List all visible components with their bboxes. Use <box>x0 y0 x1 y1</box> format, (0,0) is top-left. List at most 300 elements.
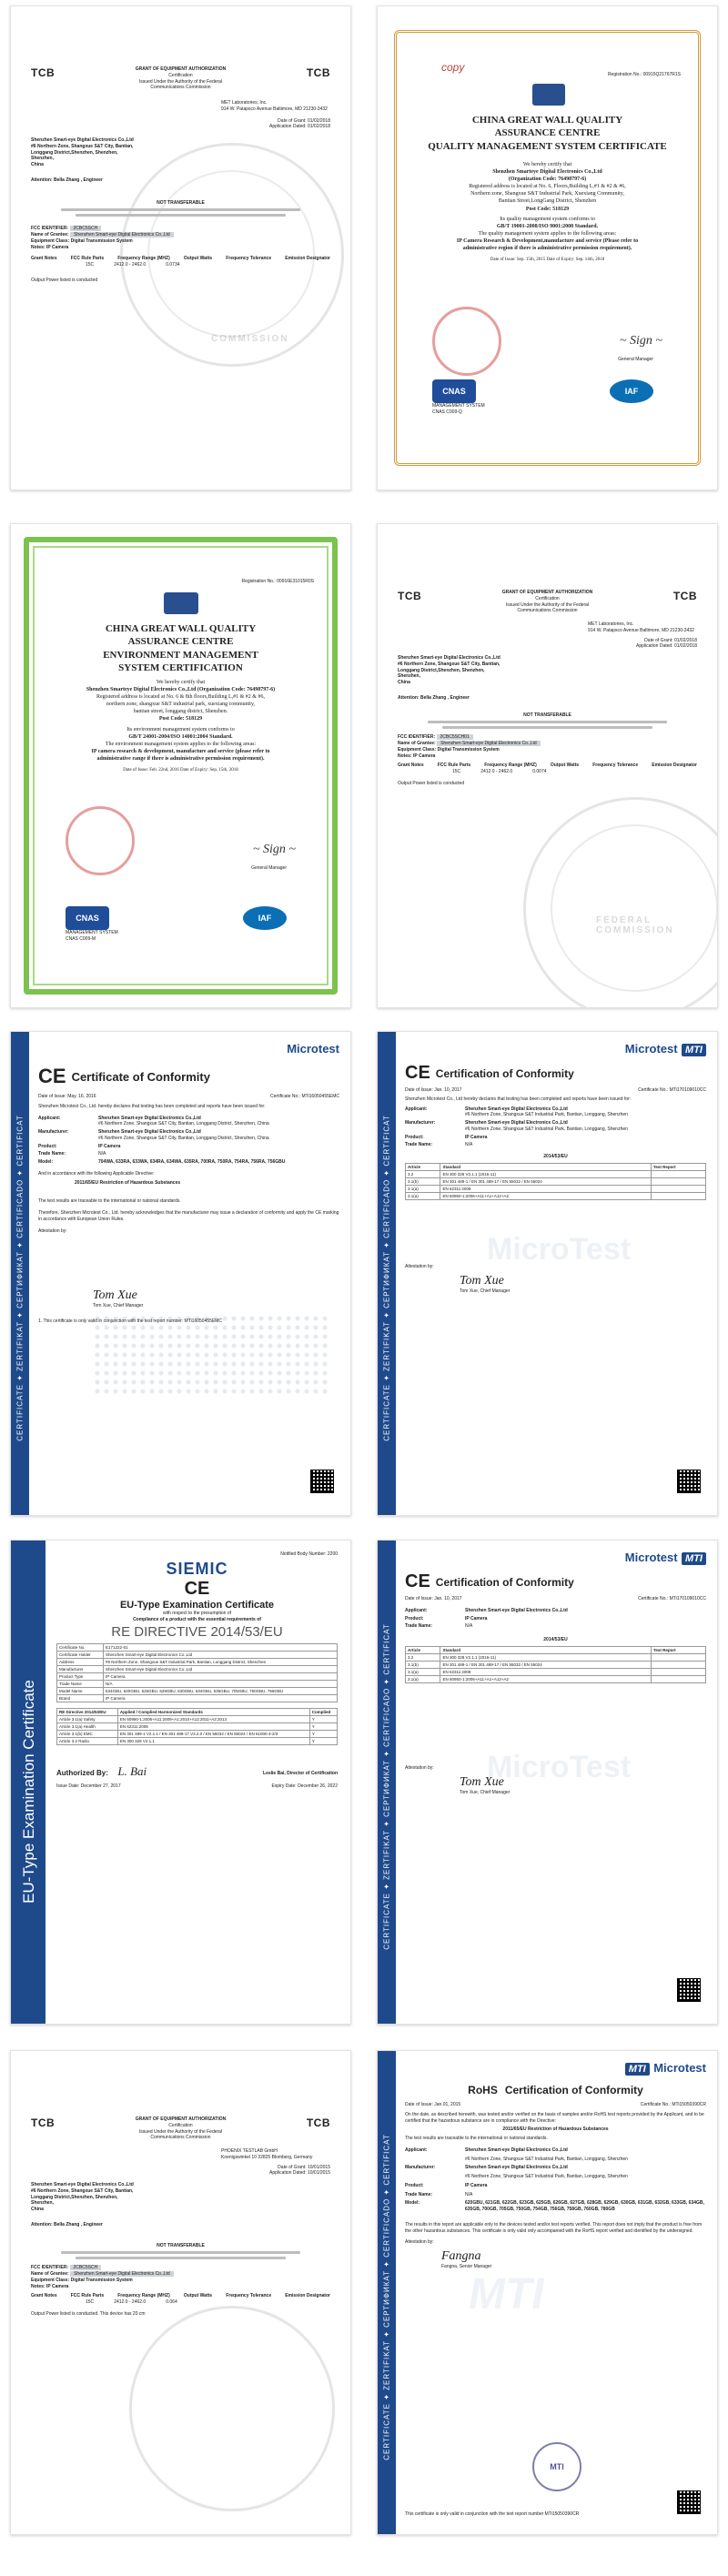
col-article: Article <box>406 1646 440 1653</box>
col-frequency-tolerance: Frequency Tolerance <box>226 2293 272 2299</box>
col-frequency-tolerance: Frequency Tolerance <box>592 763 639 769</box>
product-value: IP Camera <box>465 1615 488 1621</box>
standards-table <box>405 1646 706 1683</box>
side-band <box>378 1032 396 1515</box>
therefore-text: Therefore, Shenzhen Microtest Co., Ltd. hereby acknowledges that the manufacturer may issue a declaration of conformity and apply the CE marking in accordance with European Union Rules. <box>38 1210 339 1222</box>
manufacturer-label: Manufacturer: <box>405 2165 436 2171</box>
row-article: Article 3.1(a) Health <box>57 1723 118 1731</box>
rule-header-row <box>31 256 330 262</box>
grant-title-text: GRANT OF EQUIPMENT AUTHORIZATION <box>135 2116 227 2122</box>
date-value: Jan. 10, 2017 <box>434 1596 462 1601</box>
certificate-fcc-grant-1 <box>10 5 351 490</box>
notes-row <box>31 2284 330 2290</box>
row-standard: EN 301 489-1 V2.1.1 / EN 301 489-17 V3.2.0 / EN 55032 / EN 55024 / EN 61000-3-2/3 <box>117 1731 309 1738</box>
mti-logo: MTI <box>682 1044 706 1056</box>
seal-text: FEDERAL COMMISSION <box>596 915 674 935</box>
mti-logo: MTI <box>682 1552 706 1565</box>
attestation-label: Attestation by: <box>405 2239 434 2246</box>
col-article: Article <box>406 1163 440 1170</box>
microtest-logo: Microtest <box>624 1551 678 1564</box>
lab-name: MET Laboratories, Inc. <box>221 100 268 106</box>
standards-table <box>405 1163 706 1200</box>
cert-title: Certification of Conformity <box>435 1066 574 1080</box>
issue-info <box>405 1596 706 1602</box>
product-value: IP Camera <box>104 1673 338 1681</box>
address-line-2: Longgang District,Shenzhen, Shenzhen, <box>31 2194 118 2200</box>
signature: Tom Xue <box>460 1273 504 1288</box>
address-line-2: Longgang District,Shenzhen, Shenzhen, <box>31 149 118 156</box>
title-line-4: SYSTEM CERTIFICATION <box>118 662 243 673</box>
standards-table <box>56 1708 338 1745</box>
col-standards: Applied / Complied Harmonized Standards <box>117 1709 309 1716</box>
address-line-2: northern zone, shangxue S&T industrial park, xuexiang community, <box>106 702 256 708</box>
microtest-logo: Microtest <box>653 2061 706 2075</box>
expiry-date: Expiry Date: December 26, 2022 <box>271 1783 338 1790</box>
rule-data-row <box>86 2299 330 2306</box>
row-article: Article 3.2 Radio <box>57 1738 118 1745</box>
declaration: Shenzhen Microtest Co., Ltd. hereby declares that testing has been completed and reports have been issued for: <box>38 1103 266 1109</box>
company-name: Shenzhen Smart-eye Digital Electronics Co.,Ltd <box>31 2182 134 2187</box>
side-band <box>11 1541 46 2024</box>
manufacturer-label: Manufacturer: <box>405 1120 436 1126</box>
grantee-block <box>31 232 330 238</box>
application-dated: Application Dated: 01/02/2018 <box>269 124 330 130</box>
rule-value: 15C <box>452 769 461 774</box>
col-frequency-tolerance: Frequency Tolerance <box>226 256 272 262</box>
results-text: The test results are traceable to the international or national standards. <box>405 2136 548 2141</box>
applicant-value: Shenzhen Smart-eye Digital Electronics Co.,Ltd <box>465 1106 568 1112</box>
side-band-text: CERTIFICATE ✦ ZERTIFIKAT ✦ СЕРТИФИКАТ ✦ CERTIFICADO ✦ CERTIFICAT <box>382 2133 391 2460</box>
authorized-label: Authorized By: <box>56 1769 108 1778</box>
grant-dates <box>31 2165 330 2177</box>
col-grant-notes: Grant Notes <box>31 256 57 262</box>
qr-code-icon <box>677 1470 701 1493</box>
certificate-fcc-grant-3 <box>10 2050 351 2535</box>
holder-table <box>56 1643 338 1702</box>
model-value: 704WA, 633RA, 633WA, 634RA, 634WA, 635RA, 700RA, 750RA, 754RA, 756RA, 756GBU <box>98 1159 286 1165</box>
lab-address: 914 W. Patapsco Avenue Baltimore, MD 21230-3432 <box>588 627 694 633</box>
row-standard: EN 60950-1:2006+A11:2009+A1:2010+A12:2011+A2:2013 <box>117 1716 309 1723</box>
date-value: May. 16, 2016 <box>67 1094 96 1099</box>
registration-number: Registration No.: 00916E31015R0S <box>241 579 314 584</box>
date-value: Jan.01, 2015 <box>434 2102 461 2107</box>
address-line-1: Registered address is located at No. 6, Floors,Building L,#1 & #2 & #6, <box>469 184 626 190</box>
cert-title: Certification of Conformity <box>435 1575 574 1589</box>
title-line-2: ASSURANCE CENTRE <box>127 636 234 648</box>
product-value: IP Camera <box>465 1134 488 1140</box>
holder-value: Shenzhen Smart-eye Digital Electronics Co.,Ltd <box>104 1652 338 1659</box>
range-value: 2412.0 - 2462.0 <box>114 2299 147 2305</box>
cnas-logo <box>66 906 120 943</box>
product-label: Product: <box>38 1143 57 1149</box>
attestation-label: Attestation by: <box>38 1227 67 1234</box>
equipment-class: Equipment Class: Digital Transmission System <box>31 2277 133 2283</box>
row-standard: EN 300 328 V2.1.1 <box>117 1738 309 1745</box>
certificate-microtest-mti-2 <box>377 1540 718 2025</box>
lab-name: PHOENIX TESTLAB GmbH <box>221 2148 278 2154</box>
watts-value: 0.0074 <box>532 769 547 774</box>
cert-no-label: Certificate No. <box>57 1644 104 1652</box>
country: China <box>31 162 44 167</box>
signature: L. Bai <box>117 1764 147 1779</box>
standard: GB/T 19001-2008/ISO 9001:2008 Standard. <box>496 223 599 229</box>
grant-title <box>493 590 602 614</box>
col-rule-parts: FCC Rule Parts <box>437 763 471 769</box>
manufacturer-label: Manufacturer: <box>38 1129 69 1135</box>
conforms-text: Its quality management system conforms to <box>500 216 595 222</box>
not-transferable: NOT TRANSFERABLE <box>523 712 571 718</box>
fcc-id-label: FCC IDENTIFIER: <box>398 734 436 741</box>
cert-label: Certification <box>535 595 560 601</box>
results-2: The results in this report are applicable only to the devices tested and/or test reports verified. This report does not imply that the product is free from the other hazardous substances. This certificate is only valid only accompanied with the RoHS report verified and identified by the undersigned. <box>405 2221 703 2234</box>
ce-mark-icon: CE <box>38 1065 66 1087</box>
iaf-logo-text: IAF <box>610 379 653 403</box>
fcc-id-value: 2CBC5SCH <box>70 226 102 231</box>
col-frequency-range: Frequency Range (MHZ) <box>484 763 537 769</box>
application-dated: Application Dated: 10/01/2015 <box>269 2170 330 2177</box>
col-frequency-range: Frequency Range (MHZ) <box>117 256 170 262</box>
cert-title <box>405 114 690 153</box>
seal-text: COMMISSION <box>211 334 289 344</box>
iaf-logo <box>243 906 287 930</box>
lab-address: 914 W. Patapsco Avenue Baltimore, MD 21230-3432 <box>221 106 328 112</box>
manufacturer-label: Manufacturer <box>57 1666 104 1673</box>
red-seal-stamp <box>66 806 135 875</box>
address-line-1: #6 Northern Zone, Shangxue S&T City, Bantian, <box>31 143 134 149</box>
post-code: Post Code: 518129 <box>525 206 570 212</box>
notified-body: Notified Body Number: 2200 <box>280 1551 338 1557</box>
cert-title: Certificate of Conformity <box>71 1069 210 1084</box>
lab-name: MET Laboratories, Inc. <box>588 621 634 627</box>
cnas-subtitle: MANAGEMENT SYSTEM CNAS C009-M <box>66 930 118 942</box>
row-complied: Y <box>309 1731 337 1738</box>
siemic-logo: SIEMIC <box>166 1559 228 1578</box>
qr-code-icon <box>677 2490 701 2514</box>
directive: 2014/53/EU <box>543 1637 568 1642</box>
address-line-3: Bantian Street,LongGang District, Shenzhen <box>498 198 597 205</box>
applicant-address: #6 Northern Zone, Shangxue S&T Industrial Park, Bantian, Longgang, Shenzhen <box>465 1112 628 1118</box>
tcb-logo-left: TCB <box>31 2116 56 2129</box>
declaration: Shenzhen Microtest Co., Ltd hereby declares that testing has been completed and reports have been issued for: <box>405 1096 632 1102</box>
fcc-id-value: 2CBC5SCH <box>70 2265 102 2270</box>
rule-data-row <box>452 769 697 775</box>
notes-row <box>31 245 330 251</box>
company-name: Shenzhen Smarteye Digital Electronics Co.,Ltd (Organization Code: 76498797-6) <box>86 687 276 693</box>
info-grid <box>405 1106 706 1149</box>
application-dated: Application Dated: 01/02/2018 <box>636 643 697 650</box>
signature: Tom Xue <box>93 1288 137 1303</box>
table-row: 3.1(a) EN 62311:2008 <box>406 1668 706 1675</box>
issue-info <box>405 2102 706 2108</box>
date-of-grant: Date of Grant: 01/02/2018 <box>278 117 330 124</box>
grantee-label: Name of Grantee: <box>31 232 69 237</box>
row-article: Article 3.1(a) Safety <box>57 1716 118 1723</box>
certificate-rohs <box>377 2050 718 2535</box>
grantee-block <box>31 2271 330 2278</box>
directive: 2011/65/EU Restriction of Hazardous Substances <box>502 2126 609 2133</box>
attention: Attention: Bella Zhang , Engineer <box>31 2221 103 2227</box>
col-grant-notes: Grant Notes <box>398 763 424 769</box>
watts-value: 0.0734 <box>166 262 180 268</box>
tcb-logo-right: TCB <box>306 2116 330 2129</box>
col-test-report: Test Report <box>651 1646 705 1653</box>
date-of-grant: Date of Grant: 01/02/2018 <box>644 637 697 643</box>
watermark-text: MTI <box>469 2270 544 2318</box>
notes-label: Notes: <box>398 753 412 759</box>
address-label: Address <box>57 1659 104 1666</box>
fcc-id-value: 2CBC5SCH01 <box>437 734 473 740</box>
side-band-text: CERTIFICATE ✦ ZERTIFIKAT ✦ СЕРТИФИКАТ ✦ CERTIFICADO ✦ CERTIFICAT <box>382 1114 391 1441</box>
col-output-watts: Output Watts <box>183 256 213 262</box>
title-line-3: QUALITY MANAGEMENT SYSTEM CERTIFICATE <box>428 140 667 152</box>
address-line-3: Shenzhen, <box>31 2200 55 2207</box>
cert-body <box>414 161 681 264</box>
applicant-label: Applicant: <box>38 1115 61 1121</box>
certificate-qms <box>377 5 718 490</box>
issue-expiry-dates: Date of Issue: Sep. 15th, 2015 Date of Expiry: Sep. 14th, 2018 <box>490 258 605 263</box>
product-value: IP Camera <box>98 1143 121 1149</box>
col-standard: Standard <box>440 1163 651 1170</box>
re-directive: RE DIRECTIVE 2014/53/EU <box>111 1624 283 1641</box>
cert-title: EU-Type Examination Certificate <box>119 1599 275 1611</box>
issue-expiry-dates: Date of Issue: Feb. 22nd, 2016 Date of Expiry: Sep. 15th, 2018 <box>123 768 238 773</box>
col-test-report: Test Report <box>651 1163 705 1170</box>
product-label: Product: <box>405 2182 424 2188</box>
applicant-label: Applicant: <box>405 2147 428 2153</box>
cert-label: Certification <box>168 72 193 78</box>
model-value: 620GBU, 621GB, 622GB, 623GB, 625GB, 626GB, 627GB, 628GB, 629GB, 630GB, 631GB, 632GB, 633GB, 634GB, 635GB, 700GB, 705GB, 750GB, 754GB, 756GB, 758GB, 760GB, 780GB <box>465 2200 704 2212</box>
side-band-text: CERTIFICATE ✦ ZERTIFIKAT ✦ СЕРТИФИКАТ ✦ CERTIFICADO ✦ CERTIFICAT <box>15 1114 25 1441</box>
col-rule-parts: FCC Rule Parts <box>70 256 105 262</box>
notes-value: IP Camera <box>412 753 436 759</box>
attestation-label: Attestation by: <box>405 1263 434 1269</box>
manufacturer-address: #6 Northern Zone, Shangxue S&T Industrial Park, Bantian, Longgang, Shenzhen <box>465 1126 628 1132</box>
manufacturer-value: Shenzhen Smart-eye Digital Electronics Co.,Ltd <box>465 1120 568 1126</box>
not-transferable: NOT TRANSFERABLE <box>157 2242 205 2248</box>
watermark-text: MicroTest <box>487 1750 632 1784</box>
manufacturer-value: Shenzhen Smart-eye Digital Electronics Co.,Ltd <box>104 1666 338 1673</box>
cert-body <box>47 679 314 774</box>
cert-no-value: MTi16050455EMC <box>301 1094 339 1099</box>
great-wall-logo-icon <box>532 84 565 106</box>
range-value: 2412.0 - 2462.0 <box>114 262 147 268</box>
col-directive: RE Directive 2014/53/EU <box>57 1709 118 1716</box>
notes-label: Notes: <box>31 244 46 250</box>
title-line-3: ENVIRONMENT MANAGEMENT <box>103 649 258 661</box>
footer-note: Output Power listed is conducted. This device has 20 cm <box>31 2310 146 2317</box>
address-line-3: Shenzhen, <box>398 673 421 680</box>
row-complied: Y <box>309 1716 337 1723</box>
side-band-text: CERTIFICATE ✦ ZERTIFIKAT ✦ СЕРТИФИКАТ ✦ CERTIFICADO ✦ CERTIFICAT <box>382 1622 391 1950</box>
table-row: 3.2 EN 300 328 V2.1.1 (2016-11) <box>406 1170 706 1177</box>
qr-code-icon <box>677 1978 701 2002</box>
cert-no-label: Certificate No.: <box>638 1596 669 1601</box>
date-label: Date of Issue: <box>405 1596 433 1601</box>
certificate-microtest-ce-1 <box>10 1031 351 1516</box>
col-output-watts: Output Watts <box>550 763 580 769</box>
table-row: 3.1(a) EN 60950-1:2006+A11+A1+A12+A2 <box>406 1192 706 1199</box>
lab-info <box>221 2148 330 2161</box>
grantee-label: Name of Grantee: <box>398 741 436 746</box>
col-emission-designator: Emission Designator <box>285 256 330 262</box>
mti-stamp-icon: MTI <box>532 2442 581 2491</box>
applicant-value: Shenzhen Smart-eye Digital Electronics Co.,Ltd <box>98 1115 201 1121</box>
cert-no-value: MTi170109010CC <box>669 1596 706 1601</box>
fcc-seal-watermark <box>129 2306 335 2511</box>
signer-name: Fangna, Senior Manager <box>441 2264 492 2269</box>
date-label: Date of Issue: <box>405 1087 433 1093</box>
declaration: On the date, as described herewith, was tested and/or verified on the basis of samples and/or RoHS test reports provided by the Applicant, and to be certified that the hazardous substance are in compliance with the Directive: <box>405 2111 704 2124</box>
subtitle-1: with respect to the presumption of <box>162 1610 232 1616</box>
signature: ~ Sign ~ <box>252 843 296 856</box>
address-line-2: Northern zone, Shangxue S&T Industrial Park, Xuexiang Community, <box>470 191 624 197</box>
cnas-logo-text: CNAS <box>432 379 476 403</box>
col-rule-parts: FCC Rule Parts <box>70 2293 105 2299</box>
signer-name: Tom Xue, Chief Manager <box>460 1288 511 1294</box>
notes-value: IP Camera <box>46 244 69 250</box>
col-emission-designator: Emission Designator <box>285 2293 330 2299</box>
applicant-value: Shenzhen Smart-eye Digital Electronics Co.,Ltd <box>465 2147 568 2153</box>
rohs-label: RoHS <box>468 2084 498 2096</box>
certificate-ems <box>10 523 351 1008</box>
product-value: IP Camera <box>465 2182 488 2188</box>
date-value: Jan. 10, 2017 <box>434 1087 462 1093</box>
address-value: #6 Northern Zone, Shangxue S&T Industrial Park, Bantian, Longgang District, Shenzhen <box>104 1659 338 1666</box>
grantee-label: Name of Grantee: <box>31 2271 69 2277</box>
cnas-logo <box>432 379 487 416</box>
manufacturer-value: Shenzhen Smart-eye Digital Electronics Co.,Ltd <box>465 2165 568 2171</box>
title-line-2: ASSURANCE CENTRE <box>494 127 601 139</box>
world-map-watermark <box>93 1314 329 1396</box>
table-row: 3.1(b) EN 301 489-1 / EN 301 489-17 / EN 55032 / EN 55024 <box>406 1177 706 1185</box>
footnote: 1. This certificate is only valid in conjunction with the test report number: MTi16050455EMC <box>38 1318 223 1324</box>
country: China <box>398 680 410 685</box>
signature: Fangna <box>441 2249 481 2263</box>
model-label: Model: <box>405 2200 420 2207</box>
tcb-logo-right: TCB <box>672 590 697 602</box>
title-line-1: CHINA GREAT WALL QUALITY <box>471 115 623 126</box>
scope-intro: The environment management system applies to the following areas: <box>105 741 257 747</box>
conforms-text: Its environment management system conforms to <box>126 726 235 732</box>
col-emission-designator: Emission Designator <box>652 763 697 769</box>
applicant-label: Applicant: <box>405 1106 428 1112</box>
row-standard: EN 62311:2008 <box>117 1723 309 1731</box>
country: China <box>31 2207 44 2212</box>
registration-number: Registration No.: 00915Q21767R1S <box>607 72 681 77</box>
table-row: 3.1(b) EN 301 489-1 / EN 301 489-17 / EN 55032 / EN 55024 <box>406 1661 706 1668</box>
issue-info <box>405 1087 706 1094</box>
company-name: Shenzhen Smart-eye Digital Electronics Co.,Ltd <box>398 655 500 661</box>
attention: Attention: Bella Zhang , Engineer <box>31 177 103 183</box>
trade-value: N/A <box>465 1142 473 1148</box>
trade-label: Trade Name: <box>405 1623 433 1630</box>
trade-label: Trade Name <box>57 1681 104 1688</box>
ce-mark-icon: CE <box>405 1063 430 1083</box>
cert-no-label: Certificate No.: <box>270 1094 301 1099</box>
col-standard: Standard <box>440 1646 651 1653</box>
cert-no-label: Certificate No.: <box>638 1087 669 1093</box>
results-text: The test results are traceable to the international or national standards. <box>38 1198 181 1205</box>
grant-title-text: GRANT OF EQUIPMENT AUTHORIZATION <box>135 66 227 72</box>
rule-data-row <box>86 262 330 268</box>
microtest-logo: Microtest <box>287 1042 339 1056</box>
notes-row <box>398 753 697 760</box>
rule-value: 15C <box>86 262 95 268</box>
cert-no-value: MTi15050390CR <box>672 2102 706 2107</box>
info-grid <box>405 2147 706 2213</box>
grantee-block <box>398 741 697 747</box>
grant-title <box>126 66 236 91</box>
cert-no-value: MTi170109010CC <box>669 1087 706 1093</box>
address-line-3: bantian street, longgang district, Shenzhen. <box>133 709 228 715</box>
cnas-subtitle: MANAGEMENT SYSTEM CNAS C009-Q <box>432 403 485 415</box>
signer-name: Tom Xue, Chief Manager <box>460 1789 511 1795</box>
director-name: Leslie Bai, Director of Certification <box>263 1771 338 1777</box>
trade-value: N/A <box>98 1151 106 1157</box>
fcc-id-label: FCC IDENTIFIER: <box>31 226 69 232</box>
manufacturer-address: #6 Northern Zone, Shangxue S&T Industrial Park, Bantian, Longgang, Shenzhen <box>465 2174 628 2179</box>
col-output-watts: Output Watts <box>183 2293 213 2299</box>
cert-label: Certification <box>168 2122 193 2128</box>
trade-label: Trade Name: <box>405 2191 433 2197</box>
product-label: Product Type <box>57 1673 104 1681</box>
fcc-id-block <box>31 2265 330 2271</box>
address-line-3: Shenzhen, <box>31 156 55 162</box>
manufacturer-value: Shenzhen Smart-eye Digital Electronics Co.,Ltd <box>98 1129 201 1135</box>
notes-label: Notes: <box>31 2283 46 2289</box>
certify-text: We hereby certify that <box>156 680 206 685</box>
not-transferable: NOT TRANSFERABLE <box>157 199 205 206</box>
accordance-text: And in accordance with the following Applicable Directive: <box>38 1170 155 1177</box>
equipment-class: Equipment Class: Digital Transmission System <box>398 746 500 753</box>
attestation-label: Attestation by: <box>405 1764 434 1771</box>
manufacturer-address: #6 Northern Zone, Shangxue S&T City, Bantian, Longgang District, Shenzhen, China <box>98 1135 269 1141</box>
range-value: 2412.0 - 2462.0 <box>480 769 513 774</box>
lab-info <box>221 100 330 113</box>
general-manager-label: General Manager <box>618 357 653 362</box>
company-name: Shenzhen Smart-eye Digital Electronics Co.,Ltd <box>31 137 134 143</box>
lab-address: Koenigswinkel 10 32825 Blomberg, Germany <box>221 2154 313 2160</box>
grantee-address <box>398 655 697 686</box>
table-row <box>57 1738 338 1745</box>
certificate-fcc-grant-2 <box>377 523 718 1008</box>
cnas-logo-text: CNAS <box>66 906 109 930</box>
product-label: Product: <box>405 1134 424 1140</box>
side-band <box>378 1541 396 2024</box>
applicant-label: Applicant: <box>405 1607 428 1613</box>
applicant-value: Shenzhen Smart-eye Digital Electronics Co.,Ltd <box>465 1607 568 1613</box>
table-row <box>57 1731 338 1738</box>
post-code: Post Code: 518129 <box>158 716 203 722</box>
grant-title <box>126 2116 236 2141</box>
footnote: This certificate is only valid in conjunction with the test report number MTi15050390CR <box>405 2511 580 2518</box>
table-row <box>57 1723 338 1731</box>
applicant-address: #6 Northern Zone, Shangxue S&T City, Bantian, Longgang District, Shenzhen, China <box>98 1121 269 1127</box>
tcb-logo-left: TCB <box>31 66 56 79</box>
date-label: Date of Issue: <box>405 2102 433 2107</box>
scope-intro: The quality management system applies to the following areas: <box>478 230 617 237</box>
trade-label: Trade Name: <box>405 1142 433 1148</box>
grant-dates <box>31 118 330 131</box>
address-line-1: #6 Northern Zone, Shangxue S&T City, Bantian, <box>398 661 500 667</box>
mti-logo: MTI <box>625 2063 650 2076</box>
fcc-id-block <box>398 734 697 741</box>
col-complied: Complied <box>309 1709 337 1716</box>
org-code: (Organization Code: 76498797-6) <box>508 177 587 183</box>
holder-label: Certificate Holder <box>57 1652 104 1659</box>
certificate-microtest-mti-1 <box>377 1031 718 1516</box>
rule-header-row <box>398 763 697 769</box>
